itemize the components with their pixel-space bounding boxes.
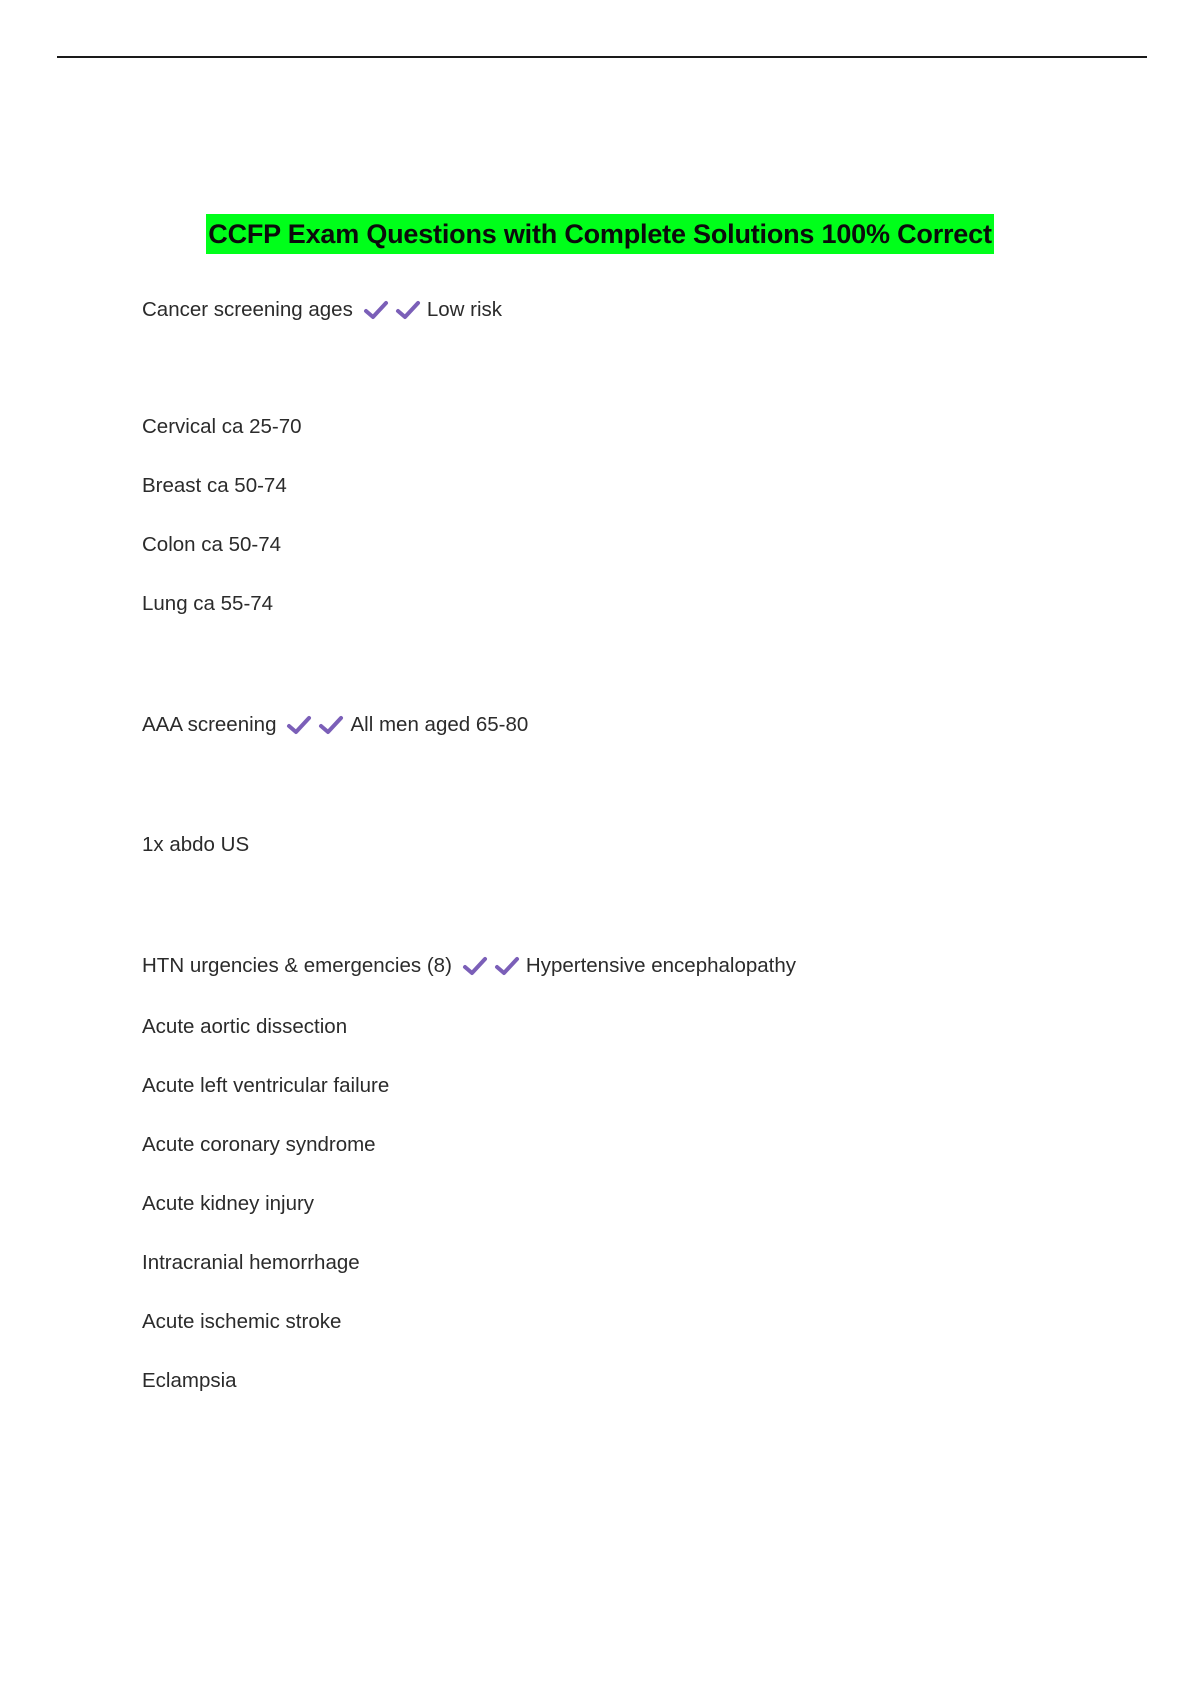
title-container — [0, 214, 1200, 254]
check-icon — [462, 955, 488, 977]
detail-line: Colon ca 50-74 — [142, 533, 282, 556]
question-text: Cancer screening ages — [142, 298, 353, 321]
answer-text: All men aged 65-80 — [350, 713, 529, 736]
detail-line: Eclampsia — [142, 1369, 237, 1392]
detail-line: Acute coronary syndrome — [142, 1133, 376, 1156]
question-line-htn — [142, 952, 796, 980]
detail-line: Lung ca 55-74 — [142, 592, 274, 615]
detail-line: Acute kidney injury — [142, 1192, 315, 1215]
question-text: HTN urgencies & emergencies (8) — [142, 954, 452, 977]
detail-line: Cervical ca 25-70 — [142, 415, 302, 438]
answer-text: Hypertensive encephalopathy — [525, 954, 796, 977]
detail-line: Acute aortic dissection — [142, 1015, 348, 1038]
detail-line: Intracranial hemorrhage — [142, 1251, 360, 1274]
detail-line: 1x abdo US — [142, 833, 250, 856]
check-icon — [494, 955, 520, 977]
check-icon — [395, 299, 421, 321]
check-icon — [286, 714, 312, 736]
question-line-aaa-screening — [142, 711, 528, 739]
answer-text: Low risk — [426, 298, 503, 321]
detail-line: Acute ischemic stroke — [142, 1310, 342, 1333]
detail-line: Breast ca 50-74 — [142, 474, 287, 497]
document-title: CCFP Exam Questions with Complete Solutions 100% Correct — [206, 214, 993, 254]
detail-line: Acute left ventricular failure — [142, 1074, 390, 1097]
question-text: AAA screening — [142, 713, 277, 736]
question-line-cancer-screening — [142, 296, 502, 324]
check-icon — [318, 714, 344, 736]
header-rule — [57, 56, 1147, 58]
check-icon — [363, 299, 389, 321]
